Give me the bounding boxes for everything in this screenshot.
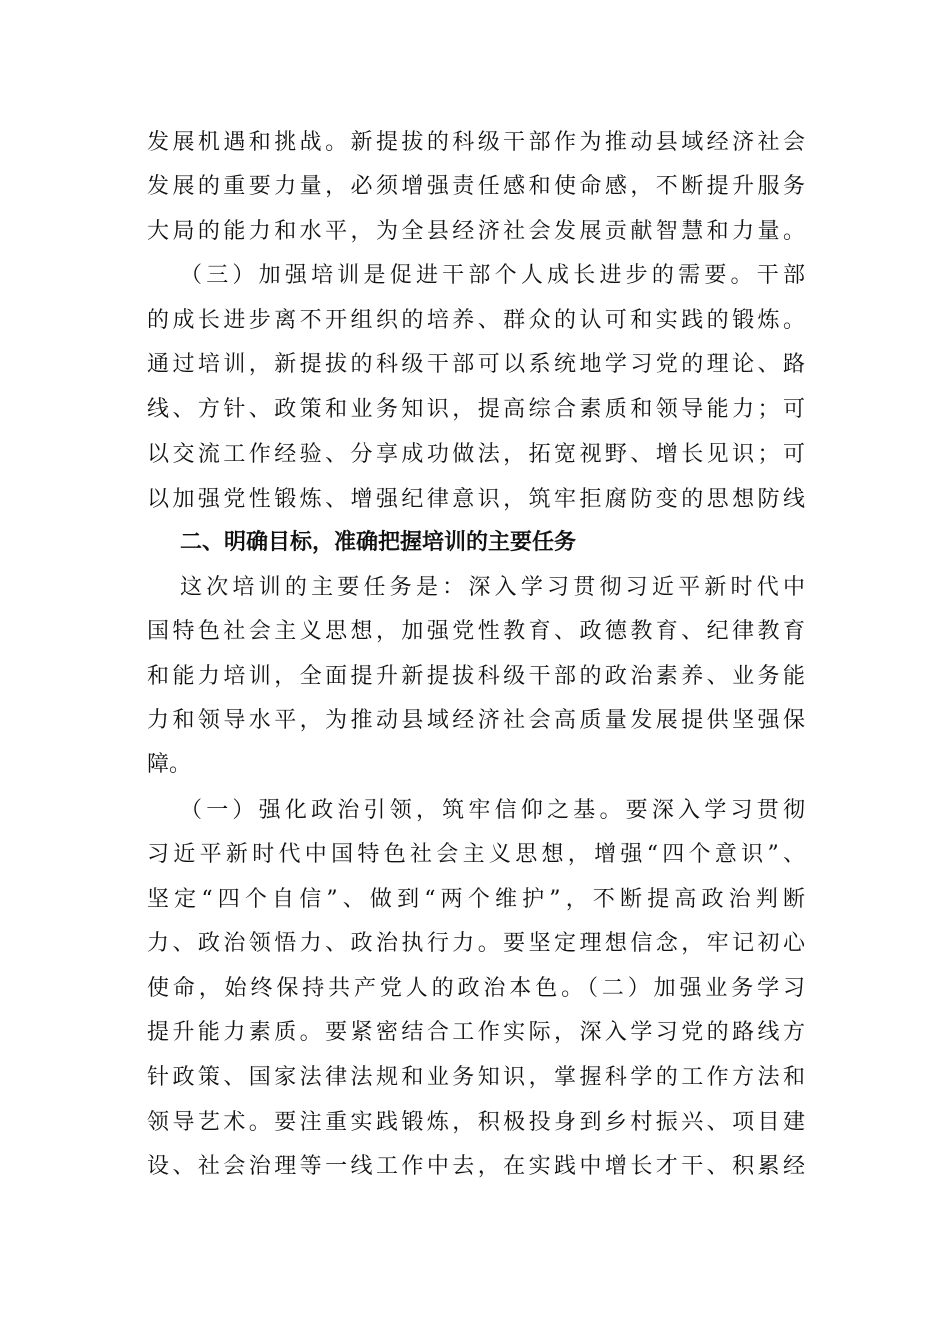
paragraph-line: 坚定“四个自信”、做到“两个维护”，不断提高政治判断	[147, 887, 805, 912]
paragraph-line: 以交流工作经验、分享成功做法，拓宽视野、增长见识；可	[147, 442, 805, 467]
paragraph-line: 通过培训，新提拔的科级干部可以系统地学习党的理论、路	[147, 352, 805, 377]
paragraph-line: （一）强化政治引领，筑牢信仰之基。要深入学习贯彻	[180, 798, 805, 823]
paragraph-line: 针政策、国家法律法规和业务知识，掌握科学的工作方法和	[147, 1065, 805, 1090]
paragraph-line: 设、社会治理等一线工作中去，在实践中增长才干、积累经	[147, 1154, 805, 1179]
paragraph-line: 习近平新时代中国特色社会主义思想，增强“四个意识”、	[147, 842, 805, 867]
paragraph-line: 线、方针、政策和业务知识，提高综合素质和领导能力；可	[147, 397, 805, 422]
paragraph-line: 障。	[147, 752, 192, 777]
paragraph-line: （三）加强培训是促进干部个人成长进步的需要。干部	[180, 263, 805, 288]
paragraph-line: 这次培训的主要任务是：深入学习贯彻习近平新时代中	[180, 575, 805, 600]
paragraph-line: 提升能力素质。要紧密结合工作实际，深入学习党的路线方	[147, 1020, 805, 1045]
section-heading: 二、明确目标，准确把握培训的主要任务	[180, 530, 577, 555]
paragraph-line: 领导艺术。要注重实践锻炼，积极投身到乡村振兴、项目建	[147, 1110, 805, 1135]
paragraph-line: 力和领导水平，为推动县域经济社会高质量发展提供坚强保	[147, 708, 805, 733]
paragraph-line: 力、政治领悟力、政治执行力。要坚定理想信念，牢记初心	[147, 931, 805, 956]
paragraph-line: 以加强党性锻炼、增强纪律意识，筑牢拒腐防变的思想防线	[147, 487, 805, 512]
paragraph-line: 使命，始终保持共产党人的政治本色。（二）加强业务学习	[147, 976, 805, 1001]
paragraph-line: 发展的重要力量，必须增强责任感和使命感，不断提升服务	[147, 174, 805, 199]
paragraph-line: 和能力培训，全面提升新提拔科级干部的政治素养、业务能	[147, 664, 805, 689]
paragraph-line: 大局的能力和水平，为全县经济社会发展贡献智慧和力量。	[147, 219, 805, 244]
paragraph-line: 的成长进步离不开组织的培养、群众的认可和实践的锻炼。	[147, 308, 805, 333]
paragraph-line: 国特色社会主义思想，加强党性教育、政德教育、纪律教育	[147, 619, 805, 644]
paragraph-line: 发展机遇和挑战。新提拔的科级干部作为推动县域经济社会	[147, 130, 805, 155]
